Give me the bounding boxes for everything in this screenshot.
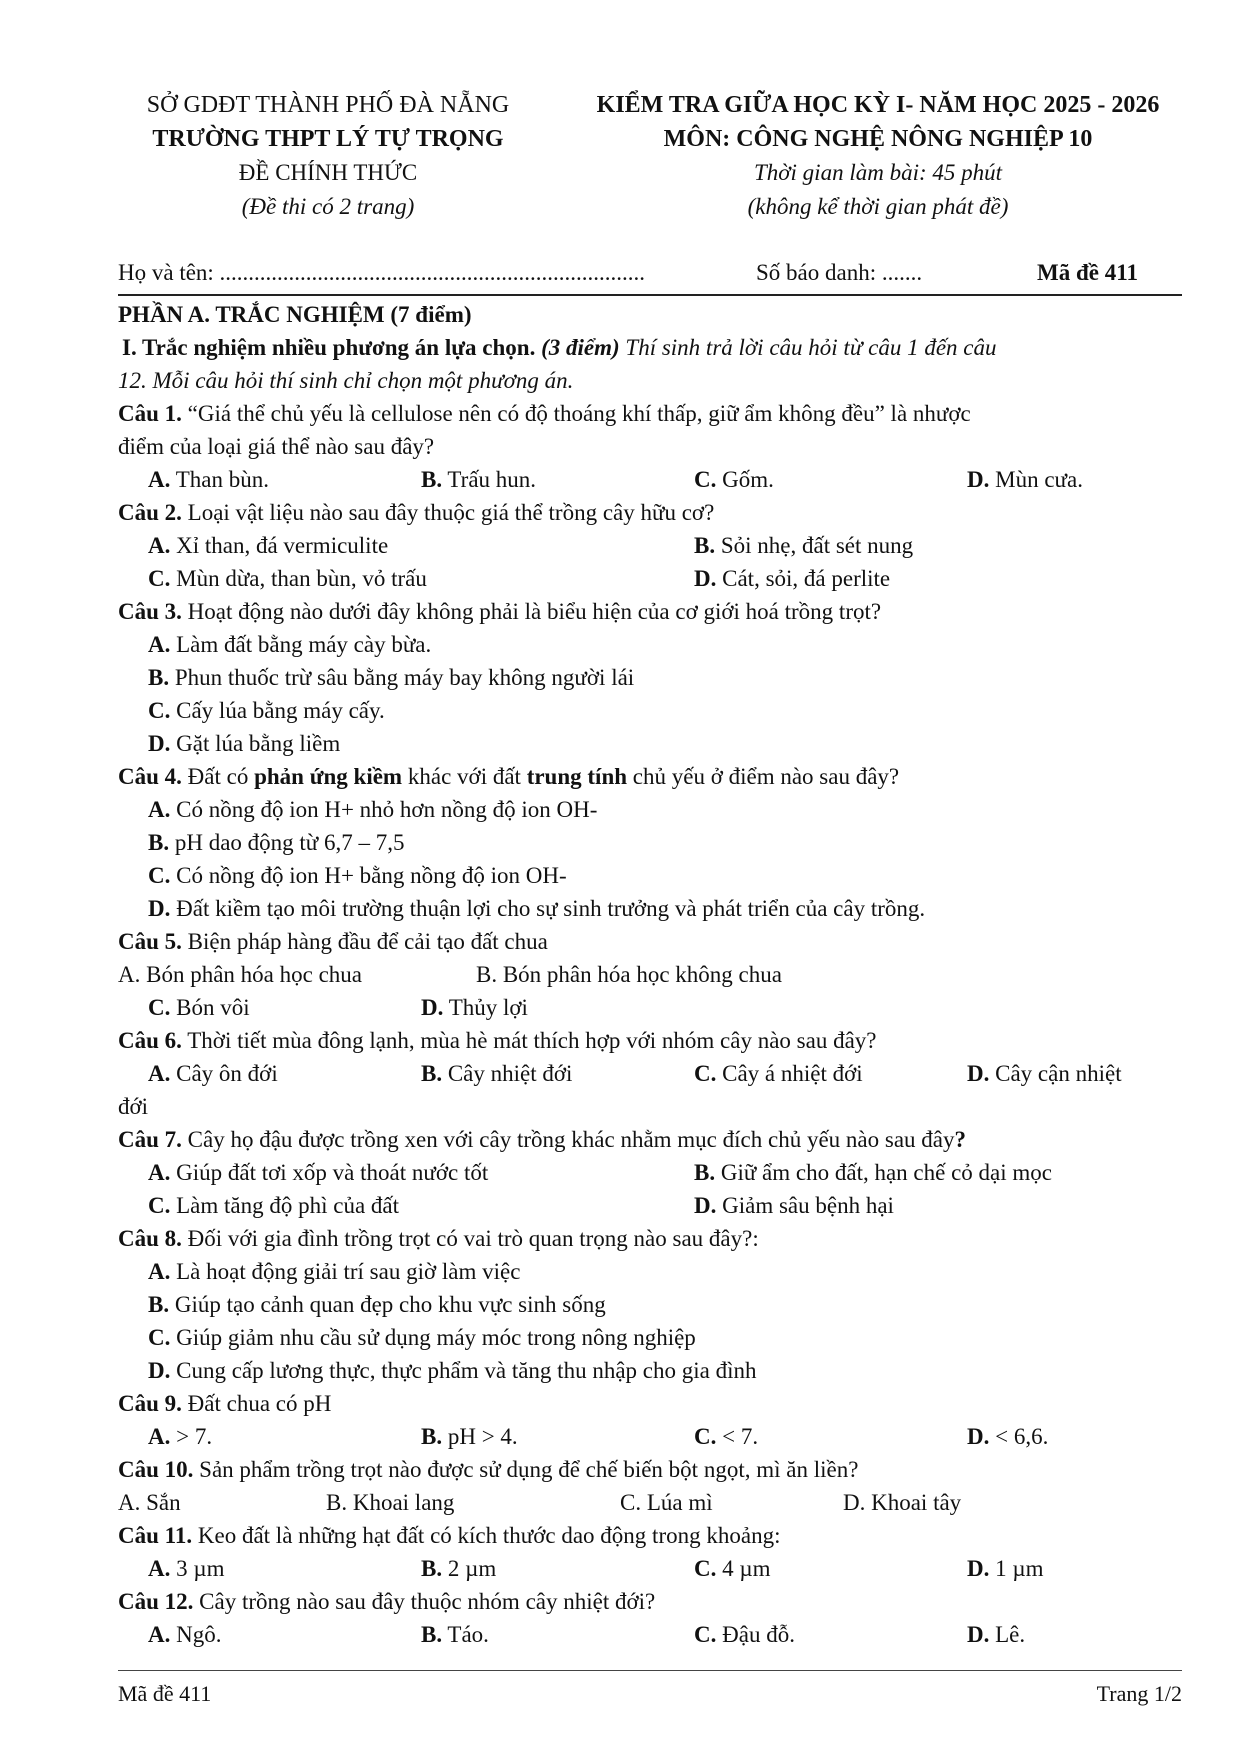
option-c: C. Lúa mì [620,1490,713,1515]
question-text: Đất chua có pH [181,1391,332,1416]
student-info-line [118,260,1182,296]
question-1-cont: điểm của loại giá thể nào sau đây? [118,434,435,459]
instruction-points: (3 điểm) [535,335,620,360]
option-d: D. Giảm sâu bệnh hại [694,1193,894,1218]
option-d: D. Cung cấp lương thực, thực phẩm và tăng thu nhập cho gia đình [148,1358,757,1383]
option-c: C. Bón vôi [148,995,250,1020]
option-d: D. Cây cận nhiệt [967,1061,1122,1086]
question-text: Thời tiết mùa đông lạnh, mùa hè mát thích hợp với nhóm cây nào sau đây? [181,1028,877,1053]
question-text: Cây trồng nào sau đây thuộc nhóm cây nhiệt đới? [193,1589,656,1614]
question-text: Biện pháp hàng đầu để cải tạo đất chua [181,929,548,954]
question-7-options-ab [118,1156,1182,1189]
option-d: D. Gặt lúa bằng liềm [148,731,341,756]
option-a: A. Xỉ than, đá vermiculite [148,533,389,558]
option-b: B. Giúp tạo cảnh quan đẹp cho khu vực sinh sống [148,1292,606,1317]
option-d-cont: đới [118,1094,149,1119]
section-instruction [118,331,1182,364]
pages-note: (Đề thi có 2 trang) [241,194,415,219]
student-name-field: Họ và tên: .......................................................................... [118,260,646,285]
option-a: A. Là hoạt động giải trí sau giờ làm việc [148,1259,521,1284]
option-b: B. Khoai lang [326,1490,455,1515]
option-a: A. Có nồng độ ion H+ nhỏ hơn nồng độ ion OH- [148,797,598,822]
footer-exam-code: Mã đề 411 [118,1681,212,1706]
question-5-options-cd [118,991,1182,1024]
question-number: Câu 3. [118,599,182,624]
question-7: Câu 7. Cây họ đậu được trồng xen với cây trồng khác nhằm mục đích chủ yếu nào sau đây? [118,1127,966,1152]
question-12 [118,1585,1182,1618]
question-number: Câu 10. [118,1457,194,1482]
option-c: C. Gốm. [694,467,774,492]
question-text: Loại vật liệu nào sau đây thuộc giá thể trồng cây hữu cơ? [181,500,715,525]
option-c: C. Giúp giảm nhu cầu sử dụng máy móc trong nông nghiệp [148,1325,696,1350]
option-b: B. Bón phân hóa học không chua [476,962,782,987]
question-text: Keo đất là những hạt đất có kích thước dao động trong khoảng: [192,1523,781,1548]
option-b: B. Giữ ẩm cho đất, hạn chế cỏ dại mọc [694,1160,1052,1185]
question-7-options-cd [118,1189,1182,1222]
option-a: A. Than bùn. [148,467,269,492]
candidate-number-field: Số báo danh: ....... [756,260,923,285]
option-b: B. 2 µm [421,1556,497,1581]
option-b: B. Phun thuốc trừ sâu bằng máy bay không người lái [148,665,635,690]
page-footer [118,1670,1182,1707]
question-number: Câu 4. [118,764,182,789]
question-4: Câu 4. Đất có phản ứng kiềm khác với đất trung tính chủ yếu ở điểm nào sau đây? [118,764,900,789]
question-number: Câu 2. [118,500,182,525]
question-number: Câu 9. [118,1391,182,1416]
question-number: Câu 11. [118,1523,193,1548]
option-a: A. Giúp đất tơi xốp và thoát nước tốt [148,1160,489,1185]
question-number: Câu 7. [118,1127,182,1152]
question-text: “Giá thể chủ yếu là cellulose nên có độ thoáng khí thấp, giữ ẩm không đều” là nhược [181,401,971,426]
instruction-heading: I. Trắc nghiệm nhiều phương án lựa chọn. [122,335,536,360]
option-c: C. Đậu đỗ. [694,1622,795,1647]
option-c: C. Cây á nhiệt đới [694,1061,863,1086]
option-b: B. Trấu hun. [421,467,537,492]
option-d: D. Khoai tây [843,1490,962,1515]
option-c: C. Làm tăng độ phì của đất [148,1193,400,1218]
question-2-options-cd [118,562,1182,595]
question-8 [118,1222,1182,1255]
question-text: Hoạt động nào dưới đây không phải là biểu hiện của cơ giới hoá trồng trọt? [181,599,882,624]
option-b: B. Sỏi nhẹ, đất sét nung [694,533,914,558]
question-12-options [118,1618,1182,1651]
option-d: D. Lê. [967,1622,1026,1647]
question-2-options-ab [118,529,1182,562]
option-a: A. Cây ôn đới [148,1061,278,1086]
question-5-options-ab [118,958,1182,991]
question-3 [118,595,1182,628]
question-text: Đối với gia đình trồng trọt có vai trò quan trọng nào sau đây?: [181,1226,759,1251]
exam-page [118,92,1182,1647]
official-label: ĐỀ CHÍNH THỨC [238,160,418,185]
option-d: D. Mùn cưa. [967,467,1083,492]
exam-title: KIỂM TRA GIỮA HỌC KỲ I- NĂM HỌC 2025 - 2026 [596,92,1160,118]
question-6-options [118,1057,1182,1090]
question-11-options [118,1552,1182,1585]
option-d: D. < 6,6. [967,1424,1049,1449]
department-name: SỞ GDĐT THÀNH PHỐ ĐÀ NẴNG [146,92,510,118]
question-10 [118,1453,1182,1486]
question-number: Câu 5. [118,929,182,954]
instruction-text-cont: 12. Mỗi câu hỏi thí sinh chỉ chọn một phương án. [118,368,574,393]
option-a: A. > 7. [148,1424,213,1449]
time-limit: Thời gian làm bài: 45 phút [753,160,1003,185]
question-number: Câu 1. [118,401,182,426]
time-note: (không kể thời gian phát đề) [747,194,1009,219]
option-d: D. Thủy lợi [421,995,528,1020]
option-a: A. Ngô. [148,1622,222,1647]
question-9-options [118,1420,1182,1453]
school-name: TRƯỜNG THPT LÝ TỰ TRỌNG [152,126,504,152]
option-d: D. Đất kiềm tạo môi trường thuận lợi cho sự sinh trưởng và phát triển của cây trồng. [148,896,926,921]
option-d: D. Cát, sỏi, đá perlite [694,566,891,591]
option-c: C. Cấy lúa bằng máy cấy. [148,698,385,723]
question-6 [118,1024,1182,1057]
question-number: Câu 6. [118,1028,182,1053]
section-title: PHẦN A. TRẮC NGHIỆM (7 điểm) [118,302,472,327]
question-1-options [118,463,1182,496]
exam-content [118,298,1182,1651]
option-a: A. Làm đất bằng máy cày bừa. [148,632,432,657]
question-1 [118,397,1182,430]
question-2 [118,496,1182,529]
option-a: A. 3 µm [148,1556,225,1581]
option-c: C. 4 µm [694,1556,771,1581]
question-10-options [118,1486,1182,1519]
instruction-text: Thí sinh trả lời câu hỏi từ câu 1 đến câu [619,335,997,360]
question-text: Cây họ đậu được trồng xen với cây trồng khác nhằm mục đích chủ yếu nào sau đây [181,1127,955,1152]
option-b: B. Táo. [421,1622,489,1647]
option-a: A. Bón phân hóa học chua [118,962,362,987]
question-5 [118,925,1182,958]
question-9 [118,1387,1182,1420]
exam-header [118,92,1182,232]
question-text: Sản phẩm trồng trọt nào được sử dụng để chế biến bột ngọt, mì ăn liền? [193,1457,859,1482]
option-c: C. < 7. [694,1424,759,1449]
question-number: Câu 12. [118,1589,194,1614]
option-a: A. Sắn [118,1490,181,1515]
subject-title: MÔN: CÔNG NGHỆ NÔNG NGHIỆP 10 [663,126,1093,152]
option-b: B. pH dao động từ 6,7 – 7,5 [148,830,405,855]
option-c: C. Mùn dừa, than bùn, vỏ trấu [148,566,427,591]
option-b: B. pH > 4. [421,1424,518,1449]
exam-code: Mã đề 411 [1037,260,1138,285]
question-number: Câu 8. [118,1226,182,1251]
option-b: B. Cây nhiệt đới [421,1061,573,1086]
option-d: D. 1 µm [967,1556,1044,1581]
question-11 [118,1519,1182,1552]
footer-page-number: Trang 1/2 [1096,1681,1182,1706]
option-c: C. Có nồng độ ion H+ bằng nồng độ ion OH- [148,863,567,888]
